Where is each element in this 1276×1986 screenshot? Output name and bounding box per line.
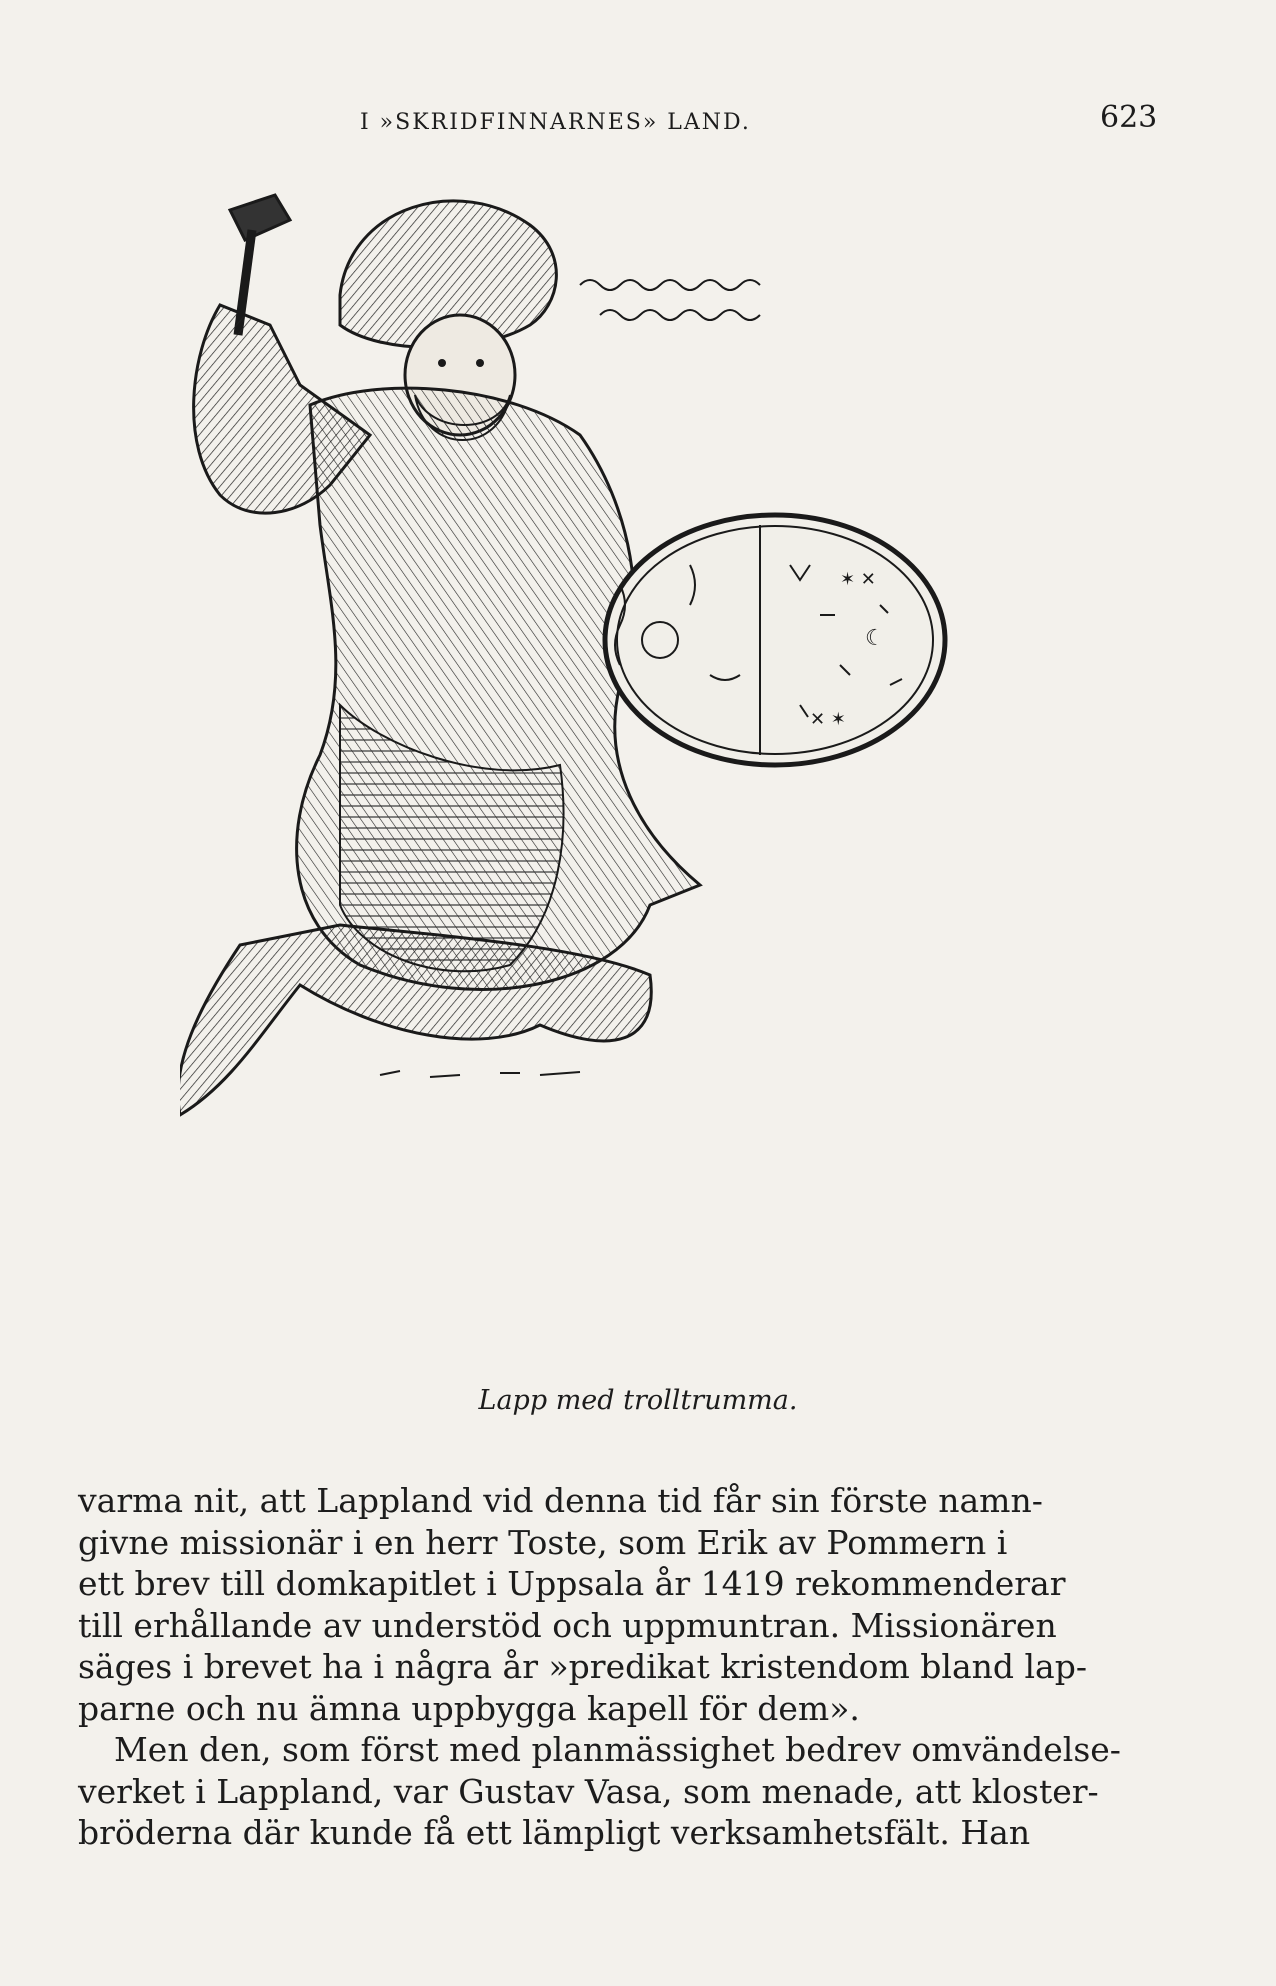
text-line: verket i Lappland, var Gustav Vasa, som menade, att kloster-: [78, 1771, 1099, 1811]
text-line: ett brev till domkapitlet i Uppsala år 1419 rekommenderar: [78, 1564, 1066, 1603]
troll-drum: [605, 515, 945, 765]
handwritten-annotation: [580, 280, 760, 320]
text-line: varma nit, att Lappland vid denna tid får sin förste namn-: [78, 1481, 1043, 1520]
running-head: I »SKRIDFINNARNES» LAND.: [360, 110, 751, 135]
woodcut-illustration: [180, 185, 1070, 1375]
figure-caption: Lapp med trolltrumma.: [478, 1385, 798, 1416]
paragraph-1: [78, 1480, 1178, 1729]
text-line: till erhållande av understöd och uppmuntran. Missionären: [78, 1605, 1057, 1645]
body-text: [78, 1480, 1178, 1854]
paragraph-2: [78, 1729, 1178, 1854]
svg-text:☾: ☾: [865, 626, 885, 651]
text-line: givne missionär i en herr Toste, som Erik av Pommern i: [78, 1522, 1008, 1562]
text-line: bröderna där kunde få ett lämpligt verksamhetsfält. Han: [78, 1813, 1031, 1852]
ground-marks: [380, 1071, 580, 1077]
svg-text:✶ ✕: ✶ ✕: [840, 569, 876, 590]
page-number: 623: [1100, 100, 1158, 135]
svg-text:✕ ✶: ✕ ✶: [810, 709, 846, 730]
text-line: Men den, som först med planmässighet bedrev omvändelse-: [114, 1730, 1121, 1769]
text-line: parne och nu ämna uppbygga kapell för dem».: [78, 1688, 860, 1728]
text-line: säges i brevet ha i några år »predikat kristendom bland lap-: [78, 1647, 1087, 1686]
